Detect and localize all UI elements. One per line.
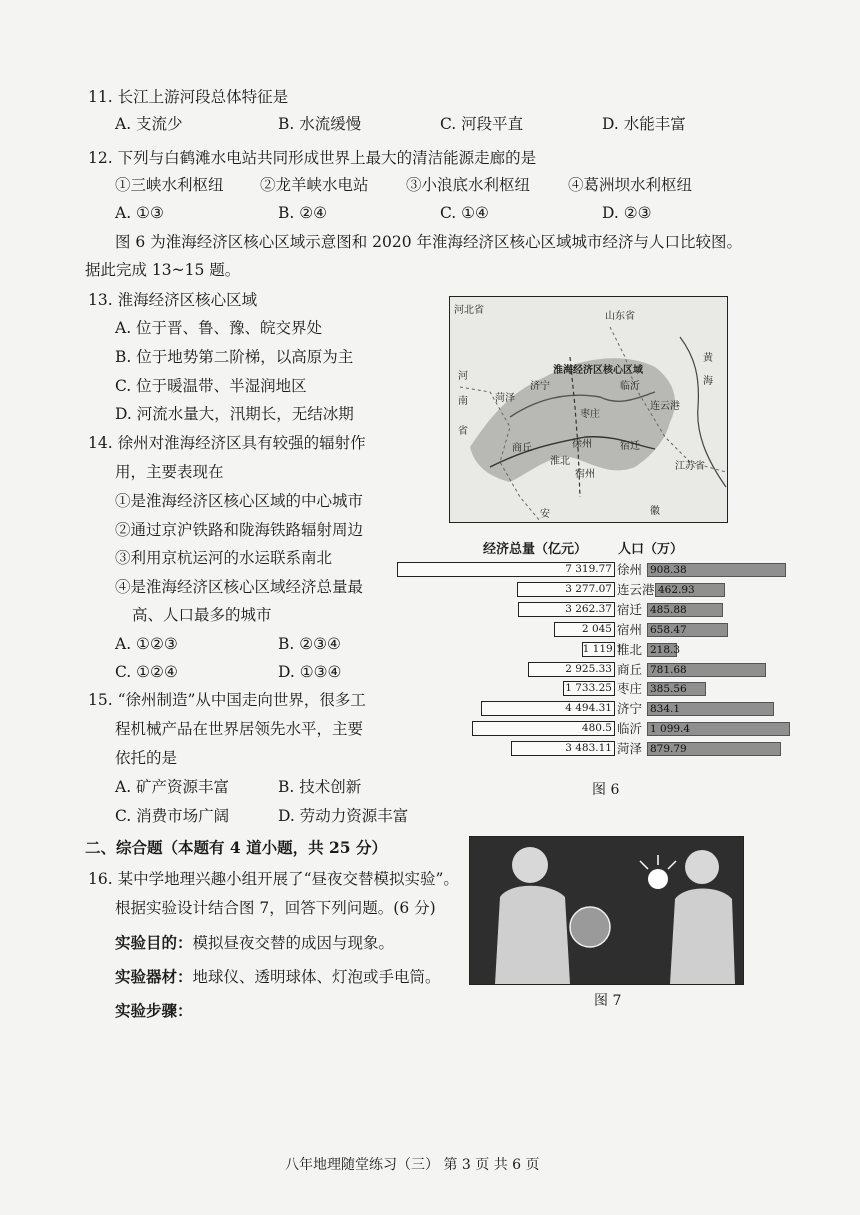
- pop-bar: 462.93: [655, 583, 725, 597]
- city-label: 宿州: [617, 621, 643, 637]
- map-label-jining: 济宁: [530, 381, 550, 392]
- q15-stem-3: 依托的是: [115, 749, 178, 767]
- map-label-suqian: 宿迁: [620, 441, 640, 452]
- map-label-linyi: 临沂: [620, 381, 640, 392]
- q14-stem-2: 用，主要表现在: [115, 463, 224, 481]
- q12-item-1: ①三峡水利枢纽: [115, 176, 224, 194]
- pop-bar: 879.79: [647, 742, 781, 756]
- map-label-hebei: 河北省: [454, 305, 484, 316]
- q14-item-4-cont: 高、人口最多的城市: [132, 606, 272, 624]
- chart-row: [395, 681, 790, 698]
- map-label-huaibei: 淮北: [550, 456, 570, 467]
- city-label: 济宁: [617, 701, 643, 717]
- chart-row: [395, 662, 790, 679]
- city-label: 徐州: [617, 562, 643, 577]
- map-label-core-region: 淮海经济区核心区域: [553, 365, 643, 376]
- city-label: 临沂: [617, 721, 643, 737]
- map-label-zaozhuang: 枣庄: [580, 409, 600, 420]
- map-label-hai: 海: [703, 376, 713, 387]
- student-left-body: [495, 886, 570, 984]
- q15-option-c: C. 消费市场广阔: [115, 807, 230, 825]
- intro-line-2: 据此完成 13~15 题。: [85, 261, 241, 279]
- pop-bar: 218.3: [647, 643, 677, 657]
- econ-bar: 1 119.1: [582, 642, 623, 655]
- map-label-hui: 徽: [650, 506, 660, 517]
- chart-row: [395, 582, 790, 599]
- econ-bar: 2 925.33: [528, 662, 615, 677]
- q11-option-a: A. 支流少: [115, 115, 183, 133]
- q13-stem: 13. 淮海经济区核心区域: [88, 291, 258, 309]
- map-label-shangqiu: 商丘: [512, 443, 532, 454]
- q15-stem-1: 15. “徐州制造”从中国走向世界，很多工: [88, 691, 366, 709]
- pop-bar: 1 099.4: [647, 722, 790, 736]
- q16-purpose-label: 实验目的：: [115, 933, 193, 952]
- city-label: 菏泽: [617, 741, 643, 757]
- q15-option-d: D. 劳动力资源丰富: [278, 807, 409, 825]
- q12-item-3: ③小浪底水利枢纽: [406, 176, 531, 194]
- experiment-drawing: [470, 837, 743, 984]
- chart-header-pop: 人口（万）: [618, 542, 684, 557]
- econ-bar: 2 045: [554, 622, 615, 637]
- q13-option-c: C. 位于暖温带、半湿润地区: [115, 377, 307, 395]
- chart-row: [395, 622, 790, 639]
- pop-bar: 658.47: [647, 623, 728, 637]
- q13-option-a: A. 位于晋、鲁、豫、皖交界处: [115, 319, 323, 337]
- pop-bar: 385.56: [647, 682, 706, 696]
- q14-item-4: ④是淮海经济区核心区域经济总量最: [115, 578, 364, 596]
- econ-bar: 3 483.11: [511, 741, 615, 756]
- q11-stem: 11. 长江上游河段总体特征是: [88, 88, 289, 106]
- chart-row: [395, 602, 790, 619]
- figure-6-caption: 图 6: [592, 782, 620, 798]
- chart-header-econ: 经济总量（亿元）: [483, 542, 588, 557]
- city-label: 宿迁: [617, 601, 643, 617]
- map-label-huang: 黄: [703, 353, 713, 364]
- econ-bar: 1 733.25: [563, 681, 615, 696]
- map-label-suzhou: 宿州: [575, 469, 595, 480]
- q11-option-c: C. 河段平直: [440, 115, 524, 133]
- q12-option-d: D. ②③: [602, 204, 652, 222]
- q14-option-b: B. ②③④: [278, 635, 341, 653]
- student-right-head: [685, 850, 719, 884]
- q14-option-a: A. ①②③: [115, 635, 178, 653]
- q16-purpose-text: 模拟昼夜交替的成因与现象。: [192, 934, 395, 952]
- q12-item-4: ④葛洲坝水利枢纽: [568, 176, 693, 194]
- q16-purpose: [115, 933, 394, 953]
- chart-row: [395, 741, 790, 758]
- q12-option-b: B. ②④: [278, 204, 328, 222]
- globe-icon: [570, 907, 610, 947]
- student-right-body: [670, 889, 735, 985]
- pop-bar: 834.1: [647, 702, 774, 716]
- chart-row: [395, 562, 790, 579]
- map-label-sheng: 省: [458, 426, 468, 437]
- chart-row: [395, 721, 790, 738]
- q13-option-b: B. 位于地势第二阶梯，以高原为主: [115, 348, 354, 366]
- q16-line-2: 根据实验设计结合图 7，回答下列问题。(6 分): [115, 899, 436, 917]
- q16-stem: 16. 某中学地理兴趣小组开展了“昼夜交替模拟实验”。: [88, 870, 459, 888]
- lightbulb-icon: [648, 869, 668, 889]
- map-label-heze: 菏泽: [495, 393, 515, 404]
- city-label: 商丘: [617, 661, 643, 677]
- econ-bar: 7 319.77: [397, 562, 615, 577]
- q11-option-b: B. 水流缓慢: [278, 115, 362, 133]
- map-label-lianyungang: 连云港: [650, 401, 680, 412]
- q16-steps-label: 实验步骤：: [115, 1001, 193, 1020]
- q15-stem-2: 程机械产品在世界居领先水平，主要: [115, 720, 364, 738]
- figure-7-caption: 图 7: [594, 993, 622, 1009]
- section-2-title: 二、综合题（本题有 4 道小题，共 25 分）: [85, 838, 387, 857]
- q11-option-d: D. 水能丰富: [602, 115, 686, 133]
- q14-option-d: D. ①③④: [278, 663, 342, 681]
- q14-option-c: C. ①②④: [115, 663, 178, 681]
- q15-option-b: B. 技术创新: [278, 778, 362, 796]
- q16-material-text: 地球仪、透明球体、灯泡或手电筒。: [192, 968, 441, 986]
- map-label-jiangsu: 江苏省: [675, 461, 705, 472]
- map-label-nan: 南: [458, 396, 468, 407]
- q12-stem: 12. 下列与白鹤滩水电站共同形成世界上最大的清洁能源走廊的是: [88, 149, 537, 167]
- q15-option-a: A. 矿产资源丰富: [115, 778, 230, 796]
- q14-item-3: ③利用京杭运河的水运联系南北: [115, 549, 333, 567]
- econ-bar: 480.5: [472, 721, 615, 736]
- student-left-head: [512, 847, 548, 883]
- page-footer: 八年地理随堂练习（三） 第 3 页 共 6 页: [285, 1157, 540, 1173]
- pop-bar: 485.88: [647, 603, 723, 617]
- map-label-an: 安: [540, 509, 550, 520]
- city-label: 淮北: [617, 641, 643, 657]
- map-label-he: 河: [458, 371, 468, 382]
- huaihai-map: [449, 296, 728, 523]
- map-label-xuzhou: 徐州: [572, 439, 592, 450]
- pop-bar: 781.68: [647, 663, 766, 677]
- q12-option-c: C. ①④: [440, 204, 489, 222]
- economy-population-chart: [395, 538, 790, 768]
- q14-stem-1: 14. 徐州对淮海经济区具有较强的辐射作: [88, 434, 366, 452]
- q16-material-label: 实验器材：: [115, 967, 193, 986]
- econ-bar: 4 494.31: [481, 701, 615, 716]
- q13-option-d: D. 河流水量大，汛期长，无结冰期: [115, 405, 354, 423]
- econ-bar: 3 277.07: [517, 582, 615, 597]
- city-label: 连云港: [617, 581, 655, 597]
- q12-option-a: A. ①③: [115, 204, 164, 222]
- q14-item-1: ①是淮海经济区核心区域的中心城市: [115, 492, 364, 510]
- q16-material: [115, 967, 441, 987]
- chart-row: [395, 642, 790, 659]
- q12-item-2: ②龙羊峡水电站: [260, 176, 369, 194]
- pop-bar: 908.38: [647, 563, 786, 577]
- chart-row: [395, 701, 790, 718]
- city-label: 枣庄: [617, 681, 643, 697]
- experiment-illustration: [469, 836, 744, 985]
- intro-line-1: 图 6 为淮海经济区核心区域示意图和 2020 年淮海经济区核心区域城市经济与人口比较图。: [115, 233, 743, 251]
- q14-item-2: ②通过京沪铁路和陇海铁路辐射周边: [115, 521, 364, 539]
- econ-bar: 3 262.37: [518, 602, 615, 617]
- map-label-shandong: 山东省: [605, 311, 635, 322]
